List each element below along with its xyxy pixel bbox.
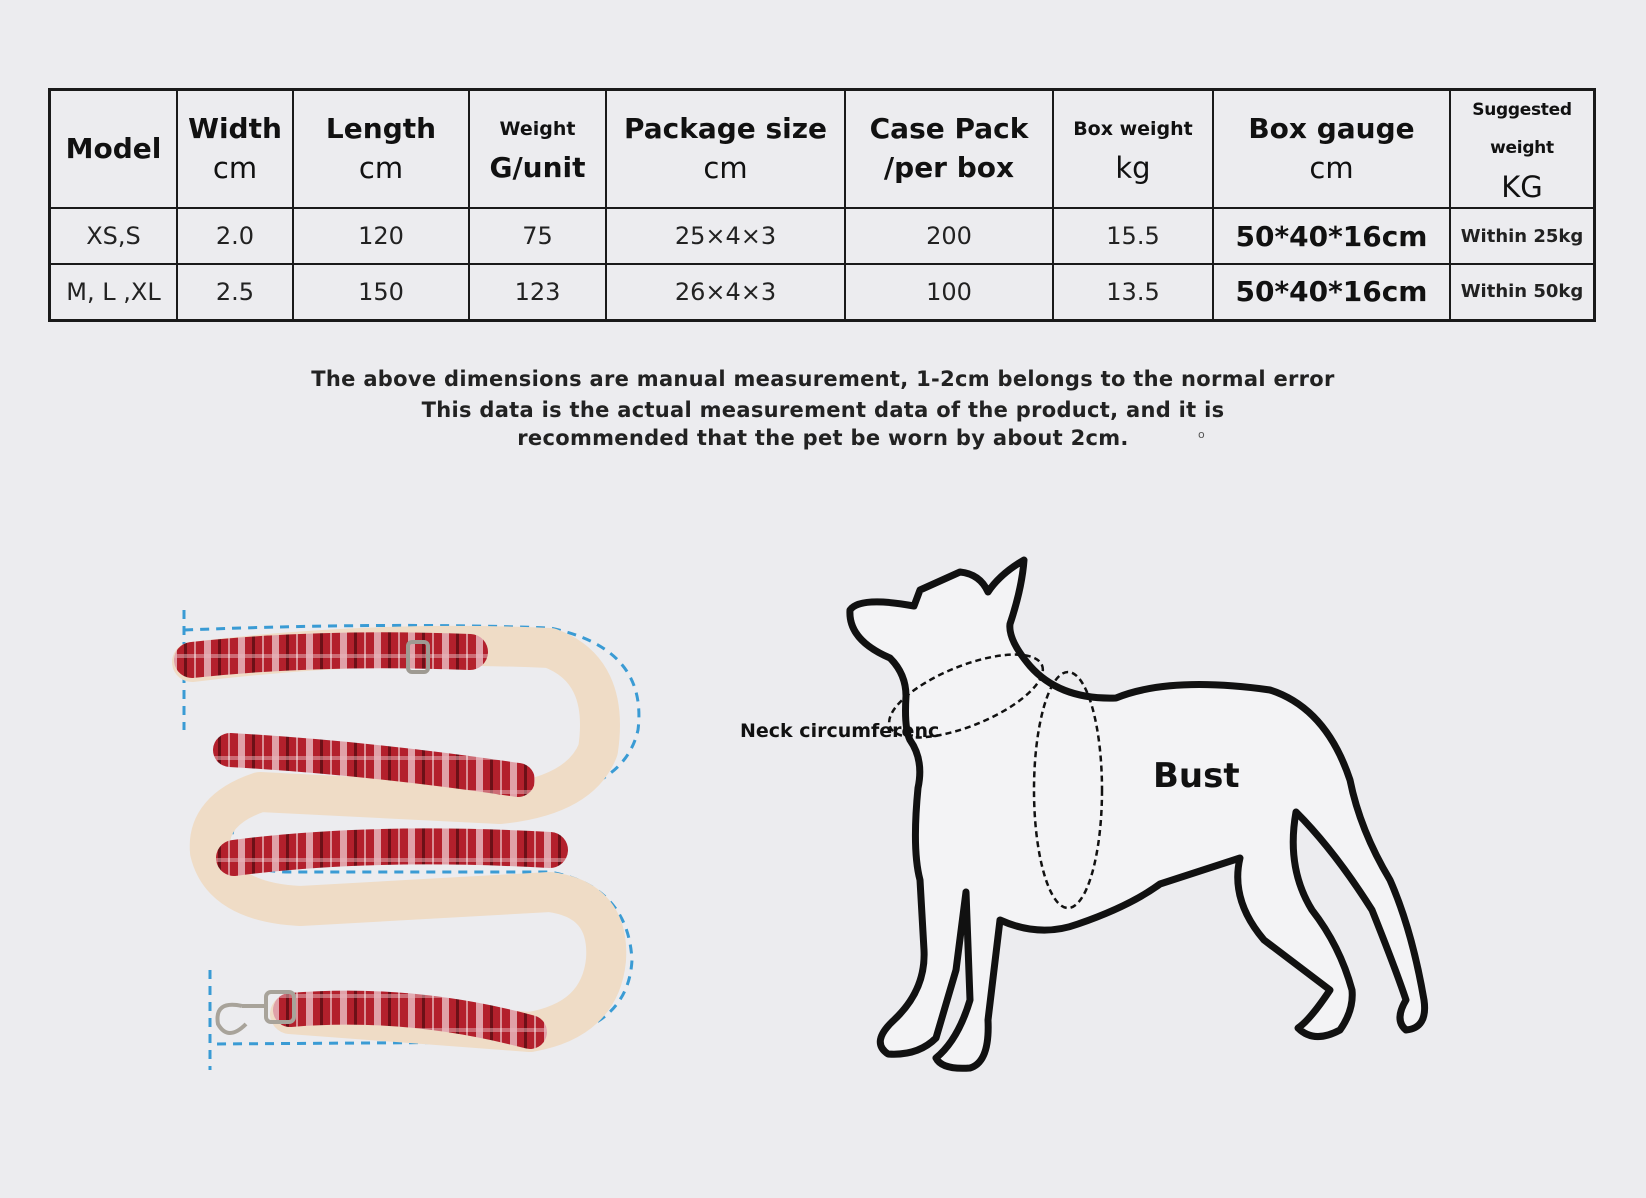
cell-case-pack: 200 xyxy=(845,208,1053,264)
table-header-row xyxy=(50,90,1595,209)
header-box-gauge xyxy=(1213,90,1450,209)
cell-length: 120 xyxy=(293,208,469,264)
header-model xyxy=(50,90,178,209)
header-title: Model xyxy=(65,132,162,165)
header-title: Width xyxy=(188,112,282,145)
cell-case-pack: 100 xyxy=(845,264,1053,320)
header-unit: cm xyxy=(1309,151,1354,185)
header-unit: /per box xyxy=(883,151,1015,184)
measurement-notes xyxy=(0,365,1646,452)
dog-silhouette xyxy=(850,560,1425,1068)
cell-suggested-weight: Within 25kg xyxy=(1450,208,1595,264)
header-unit: cm xyxy=(212,151,258,185)
cell-box-gauge: 50*40*16cm xyxy=(1213,208,1450,264)
header-title: Length xyxy=(325,112,437,145)
table-row xyxy=(50,208,1595,264)
header-suggested-weight xyxy=(1450,90,1595,209)
header-unit: kg xyxy=(1115,151,1151,185)
header-weight xyxy=(469,90,606,209)
cell-model: M, L ,XL xyxy=(50,264,178,320)
cell-width: 2.5 xyxy=(177,264,293,320)
header-unit: cm xyxy=(358,151,404,185)
header-width xyxy=(177,90,293,209)
header-length xyxy=(293,90,469,209)
cell-box-weight: 15.5 xyxy=(1053,208,1213,264)
header-title: Suggested weight xyxy=(1472,100,1572,158)
leash-image xyxy=(170,600,670,1080)
cell-weight: 123 xyxy=(469,264,606,320)
header-title: Box gauge xyxy=(1248,112,1415,145)
cell-weight: 75 xyxy=(469,208,606,264)
cell-suggested-weight: Within 50kg xyxy=(1450,264,1595,320)
header-unit: KG xyxy=(1501,170,1543,204)
header-package-size xyxy=(606,90,845,209)
cell-box-gauge: 50*40*16cm xyxy=(1213,264,1450,320)
cell-width: 2.0 xyxy=(177,208,293,264)
stray-mark: o xyxy=(1198,428,1205,441)
cell-box-weight: 13.5 xyxy=(1053,264,1213,320)
header-unit: cm xyxy=(703,151,748,185)
cell-length: 150 xyxy=(293,264,469,320)
header-title: Package size xyxy=(623,112,828,145)
header-title: Case Pack xyxy=(869,112,1029,145)
table-row xyxy=(50,264,1595,320)
header-title: Box weight xyxy=(1073,118,1193,140)
neck-circumference-label: Neck circumferenc xyxy=(740,720,940,742)
cell-package-size: 25×4×3 xyxy=(606,208,845,264)
cell-model: XS,S xyxy=(50,208,178,264)
dog-illustration xyxy=(840,550,1460,1134)
header-box-weight xyxy=(1053,90,1213,209)
dog-outline-image xyxy=(840,550,1460,1130)
note-line: recommended that the pet be worn by about 2cm. xyxy=(517,426,1129,450)
header-title: Weight xyxy=(499,118,576,140)
header-unit: G/unit xyxy=(489,151,586,184)
cell-package-size: 26×4×3 xyxy=(606,264,845,320)
leash-illustration xyxy=(170,600,670,1084)
note-line: This data is the actual measurement data of the product, and it is xyxy=(421,398,1225,422)
size-table xyxy=(48,88,1596,322)
header-case-pack xyxy=(845,90,1053,209)
bust-label: Bust xyxy=(1153,756,1240,796)
note-line: The above dimensions are manual measurement, 1-2cm belongs to the normal error xyxy=(311,367,1335,391)
